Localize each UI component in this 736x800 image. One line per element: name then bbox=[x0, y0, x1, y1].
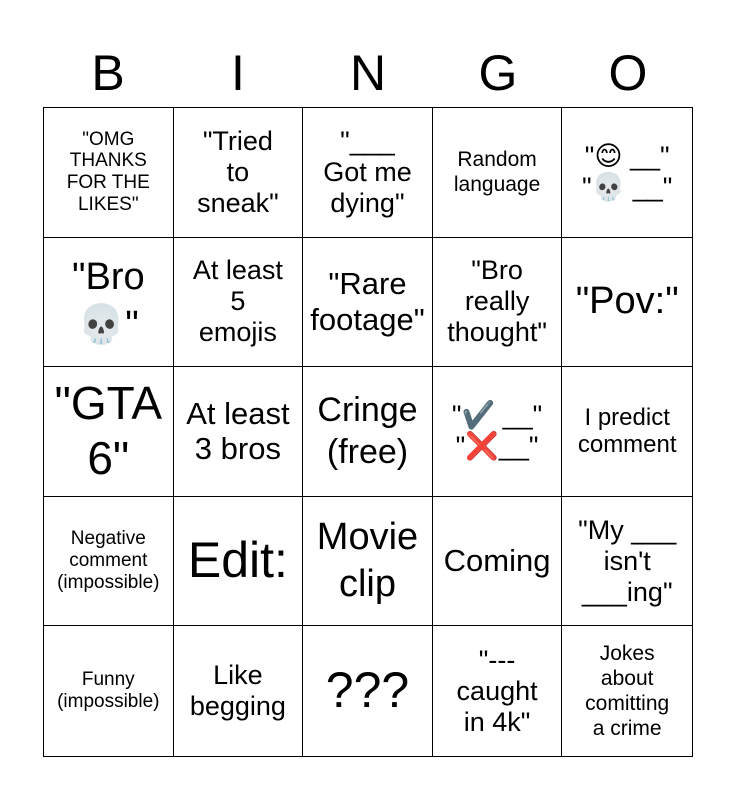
bingo-cell[interactable]: Like begging bbox=[174, 626, 304, 756]
bingo-cell[interactable]: "✔️ __" "❌__" bbox=[433, 367, 563, 497]
header-letter-b: B bbox=[91, 45, 125, 101]
bingo-cell[interactable]: Edit: bbox=[174, 497, 304, 627]
header-letter-i: I bbox=[231, 45, 245, 101]
bingo-cell[interactable]: Funny (impossible) bbox=[44, 626, 174, 756]
bingo-cell[interactable]: Negative comment (impossible) bbox=[44, 497, 174, 627]
bingo-header bbox=[43, 40, 693, 106]
bingo-cell[interactable]: "Bro 💀" bbox=[44, 238, 174, 368]
bingo-cell[interactable]: Movie clip bbox=[303, 497, 433, 627]
bingo-cell[interactable]: "Tried to sneak" bbox=[174, 108, 304, 238]
bingo-cell[interactable]: "GTA 6" bbox=[44, 367, 174, 497]
bingo-cell[interactable]: "--- caught in 4k" bbox=[433, 626, 563, 756]
header-letter-g: G bbox=[478, 45, 518, 101]
bingo-cell[interactable]: "OMG THANKS FOR THE LIKES" bbox=[44, 108, 174, 238]
bingo-cell[interactable]: I predict comment bbox=[562, 367, 692, 497]
bingo-cell[interactable]: Jokes about comitting a crime bbox=[585, 641, 670, 741]
bingo-cell[interactable]: "My ___ isn't ___ing" bbox=[562, 497, 692, 627]
bingo-cell[interactable]: "Rare footage" bbox=[303, 238, 433, 368]
bingo-cell[interactable]: At least 3 bros bbox=[174, 367, 304, 497]
header-letter-o: O bbox=[608, 45, 648, 101]
bingo-board bbox=[43, 107, 693, 757]
bingo-cell[interactable]: "___ Got me dying" bbox=[303, 108, 433, 238]
bingo-cell[interactable]: Random language bbox=[433, 108, 563, 238]
bingo-cell[interactable]: ??? bbox=[303, 626, 433, 756]
bingo-cell[interactable]: "😊 __" "💀 __" bbox=[562, 108, 692, 238]
bingo-cell[interactable]: "Bro really thought" bbox=[433, 238, 563, 368]
bingo-cell[interactable]: Cringe (free) bbox=[303, 367, 433, 497]
header-letter-n: N bbox=[349, 45, 387, 101]
bingo-cell[interactable]: At least 5 emojis bbox=[174, 238, 304, 368]
bingo-cell[interactable]: "Pov:" bbox=[562, 238, 692, 368]
bingo-cell[interactable]: Coming bbox=[433, 497, 563, 627]
